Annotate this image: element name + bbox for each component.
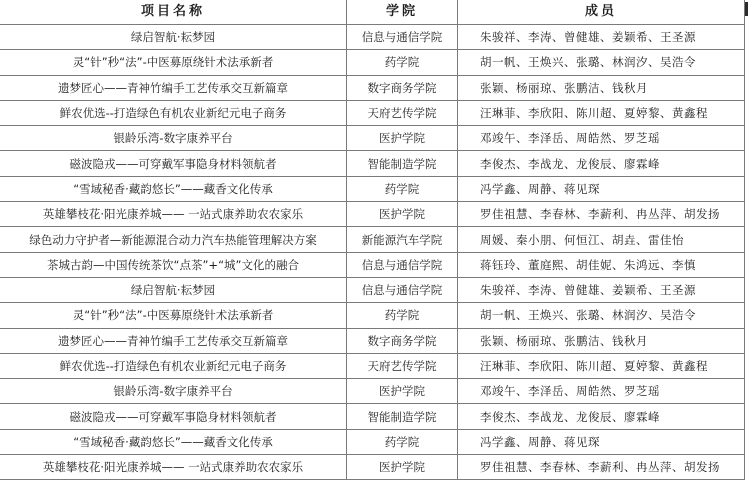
project-name-cell: 绿启智航·耘梦园: [0, 277, 347, 302]
table-row: [0, 126, 745, 151]
college-cell: 智能制造学院: [347, 151, 458, 176]
table-body: [0, 25, 745, 480]
table-row: [0, 277, 745, 302]
college-cell: 医护学院: [347, 455, 458, 480]
college-cell: 药学院: [347, 303, 458, 328]
members-cell: 汪琳菲、李欣阳、陈川超、夏婷黎、黄鑫程: [458, 100, 745, 125]
project-name-cell: 绿色动力守护者—新能源混合动力汽车热能管理解决方案: [0, 227, 347, 252]
project-name-cell: 银龄乐湾-数字康养平台: [0, 126, 347, 151]
members-cell: 胡一帆、王焕兴、张璐、林润汐、吴浩令: [458, 303, 745, 328]
table-row: [0, 100, 745, 125]
project-name-cell: “雪域秘香·藏韵悠长”——藏香文化传承: [0, 429, 347, 454]
members-cell: 蒋钰玲、董庭熙、胡佳妮、朱鸿远、李慎: [458, 252, 745, 277]
project-name-cell: 灵“针”秒“法”-中医募原绕针术法承新者: [0, 50, 347, 75]
project-name-cell: “雪域秘香·藏韵悠长”——藏香文化传承: [0, 176, 347, 201]
table-row: [0, 379, 745, 404]
project-name-cell: 银龄乐湾-数字康养平台: [0, 379, 347, 404]
table-row: [0, 404, 745, 429]
table-row: [0, 227, 745, 252]
table-row: [0, 353, 745, 378]
members-cell: 冯学鑫、周静、蒋见琛: [458, 176, 745, 201]
table-row: [0, 151, 745, 176]
members-cell: 朱骏祥、李涛、曾健雄、姜颖希、王圣源: [458, 25, 745, 50]
header-members: 成员: [458, 0, 745, 25]
college-cell: 药学院: [347, 429, 458, 454]
college-cell: 天府艺传学院: [347, 353, 458, 378]
college-cell: 信息与通信学院: [347, 25, 458, 50]
project-name-cell: 茶城古韵—中国传统茶饮“点茶”+“城”文化的融合: [0, 252, 347, 277]
members-cell: 李俊杰、李战龙、龙俊辰、廖霖峰: [458, 404, 745, 429]
project-name-cell: 英雄攀枝花·阳光康养城—— 一站式康养助农农家乐: [0, 455, 347, 480]
college-cell: 药学院: [347, 176, 458, 201]
college-cell: 医护学院: [347, 126, 458, 151]
table-row: [0, 176, 745, 201]
table-row: [0, 75, 745, 100]
table-row: [0, 328, 745, 353]
project-name-cell: 鲜农优选--打造绿色有机农业新纪元电子商务: [0, 353, 347, 378]
table-header-row: [0, 0, 745, 25]
project-name-cell: 磁波隐戎——可穿戴军事隐身材料领航者: [0, 151, 347, 176]
table-row: [0, 50, 745, 75]
members-cell: 周媛、秦小朋、何恒江、胡垚、雷佳怡: [458, 227, 745, 252]
college-cell: 数字商务学院: [347, 75, 458, 100]
members-cell: 罗佳祖慧、李春林、李薪利、冉丛萍、胡发扬: [458, 202, 745, 227]
college-cell: 数字商务学院: [347, 328, 458, 353]
college-cell: 天府艺传学院: [347, 100, 458, 125]
project-name-cell: 绿启智航·耘梦园: [0, 25, 347, 50]
college-cell: 医护学院: [347, 202, 458, 227]
table-row: [0, 202, 745, 227]
members-cell: 朱骏祥、李涛、曾健雄、姜颖希、王圣源: [458, 277, 745, 302]
members-cell: 邓竣午、李泽岳、周皓然、罗芝瑶: [458, 126, 745, 151]
table-row: [0, 429, 745, 454]
header-project-name: 项目名称: [0, 0, 347, 25]
college-cell: 智能制造学院: [347, 404, 458, 429]
college-cell: 新能源汽车学院: [347, 227, 458, 252]
project-name-cell: 遗梦匠心——青神竹编手工艺传承交互新篇章: [0, 328, 347, 353]
members-cell: 邓竣午、李泽岳、周皓然、罗芝瑶: [458, 379, 745, 404]
header-college: 学院: [347, 0, 458, 25]
college-cell: 信息与通信学院: [347, 252, 458, 277]
members-cell: 张颖、杨丽琼、张鹏洁、钱秋月: [458, 75, 745, 100]
table-row: [0, 25, 745, 50]
table-row: [0, 455, 745, 480]
members-cell: 李俊杰、李战龙、龙俊辰、廖霖峰: [458, 151, 745, 176]
members-cell: 冯学鑫、周静、蒋见琛: [458, 429, 745, 454]
table-row: [0, 252, 745, 277]
project-name-cell: 灵“针”秒“法”-中医募原绕针术法承新者: [0, 303, 347, 328]
members-cell: 胡一帆、王焕兴、张璐、林润汐、吴浩令: [458, 50, 745, 75]
project-name-cell: 英雄攀枝花·阳光康养城—— 一站式康养助农农家乐: [0, 202, 347, 227]
members-cell: 张颖、杨丽琼、张鹏洁、钱秋月: [458, 328, 745, 353]
project-name-cell: 鲜农优选--打造绿色有机农业新纪元电子商务: [0, 100, 347, 125]
college-cell: 医护学院: [347, 379, 458, 404]
college-cell: 信息与通信学院: [347, 277, 458, 302]
project-name-cell: 遗梦匠心——青神竹编手工艺传承交互新篇章: [0, 75, 347, 100]
table-row: [0, 303, 745, 328]
project-name-cell: 磁波隐戎——可穿戴军事隐身材料领航者: [0, 404, 347, 429]
members-cell: 汪琳菲、李欣阳、陈川超、夏婷黎、黄鑫程: [458, 353, 745, 378]
college-cell: 药学院: [347, 50, 458, 75]
members-cell: 罗佳祖慧、李春林、李薪利、冉丛萍、胡发扬: [458, 455, 745, 480]
